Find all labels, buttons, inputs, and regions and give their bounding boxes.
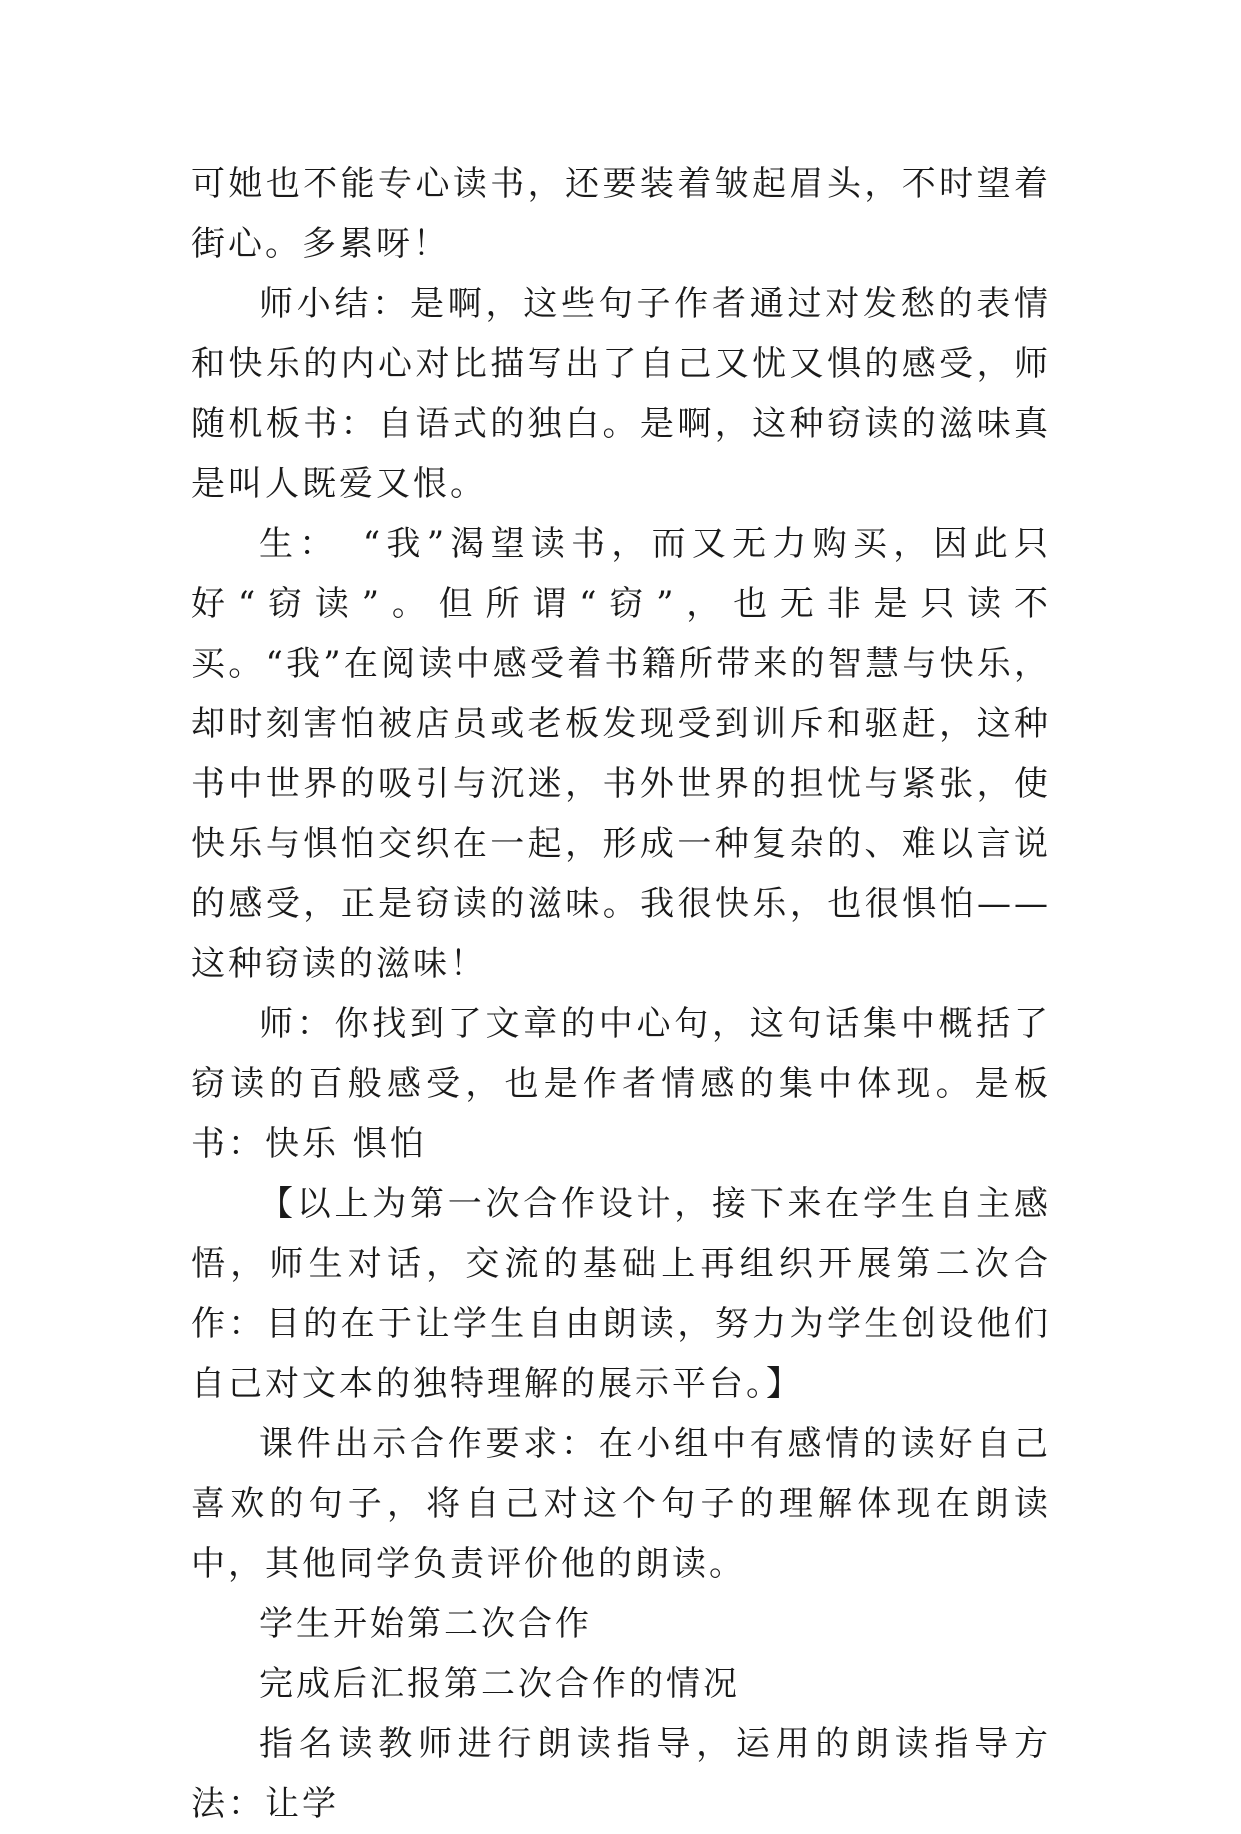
paragraph-second-cooperation-start: 学生开始第二次合作 xyxy=(259,1604,592,1644)
paragraph-continuation: 可她也不能专心读书，还要装着皱起眉头，不时望着街心。多累呀！ xyxy=(191,164,1051,264)
document-body xyxy=(191,154,1051,1834)
paragraph-design-note: 【以上为第一次合作设计，接下来在学生自主感悟，师生对话，交流的基础上再组织开展第二次合作：目的在于让学生自由朗读，努力为学生创设他们自己对文本的独特理解的展示平台。】 xyxy=(191,1184,1051,1404)
paragraph-reading-guidance: 指名读教师进行朗读指导，运用的朗读指导方法：让学 xyxy=(191,1724,1051,1824)
paragraph-second-cooperation-report: 完成后汇报第二次合作的情况 xyxy=(259,1664,740,1704)
paragraph-teacher-summary: 师小结：是啊，这些句子作者通过对发愁的表情和快乐的内心对比描写出了自己又忧又惧的感受，师随机板书：自语式的独白。是啊，这种窃读的滋味真是叫人既爱又恨。 xyxy=(191,284,1051,504)
paragraph-teacher-comment: 师：你找到了文章的中心句，这句话集中概括了窃读的百般感受，也是作者情感的集中体现。是板书：快乐 惧怕 xyxy=(191,1004,1051,1164)
paragraph-student-response: 生： “我”渴望读书，而又无力购买，因此只好“窃读”。但所谓“窃”，也无非是只读不买。“我”在阅读中感受着书籍所带来的智慧与快乐，却时刻害怕被店员或老板发现受到训斥和驱赶，这种书中世界的吸引与沉迷，书外世界的担忧与紧张，使快乐与惧怕交织在一起，形成一种复杂的、难以言说的感受，正是窃读的滋味。我很快乐，也很惧怕——这种窃读的滋味！ xyxy=(191,524,1051,984)
paragraph-cooperation-requirement: 课件出示合作要求：在小组中有感情的读好自己喜欢的句子，将自己对这个句子的理解体现在朗读中，其他同学负责评价他的朗读。 xyxy=(191,1424,1051,1584)
